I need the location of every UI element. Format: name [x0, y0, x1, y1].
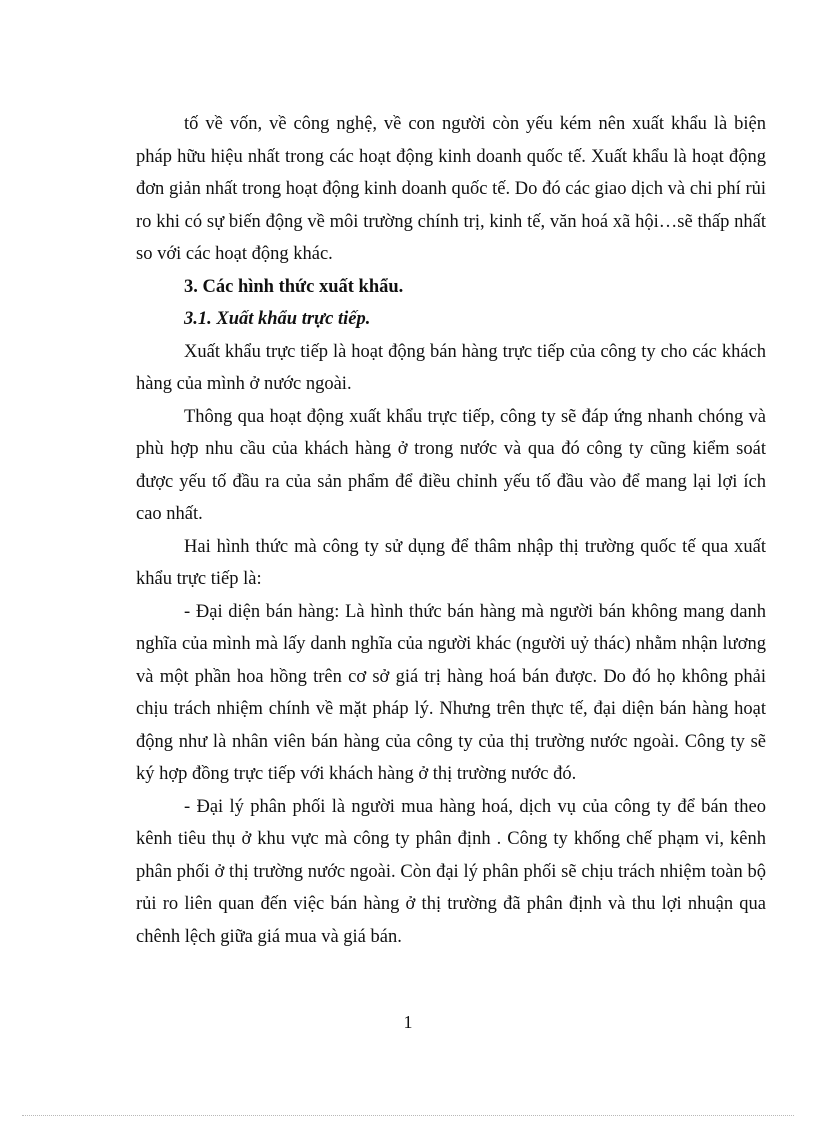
document-body — [136, 108, 766, 953]
page-number: 1 — [403, 1012, 413, 1032]
paragraph-direct-export-definition: Xuất khẩu trực tiếp là hoạt động bán hàng trực tiếp của công ty cho các khách hàng của mình ở nước ngoài. — [136, 341, 766, 394]
page-break-divider — [22, 1115, 794, 1116]
paragraph-distribution-agent: - Đại lý phân phối là người mua hàng hoá, dịch vụ của công ty để bán theo kênh tiêu thụ ở khu vực mà công ty phân định . Công ty khống chế phạm vi, kênh phân phối ở thị trường nước ngoài. Còn đại lý phân phối sẽ chịu trách nhiệm toàn bộ rủi ro liên quan đến việc bán hàng ở thị trường đã phân định và thu lợi nhuận qua chênh lệch giữa giá mua và giá bán. — [136, 796, 766, 947]
paragraph-sales-representative: - Đại diện bán hàng: Là hình thức bán hàng mà người bán không mang danh nghĩa của mình mà lấy danh nghĩa của người khác (người uỷ thác) nhằm nhận lương và một phần hoa hồng trên cơ sở giá trị hàng hoá bán được. Do đó họ không phải chịu trách nhiệm chính về mặt pháp lý. Nhưng trên thực tế, đại diện bán hàng hoạt động như là nhân viên bán hàng của công ty của thị trường nước ngoài. Công ty sẽ ký hợp đồng trực tiếp với khách hàng ở thị trường nước đó. — [136, 601, 766, 784]
subsection-heading: 3.1. Xuất khẩu trực tiếp. — [184, 309, 371, 329]
paragraph-two-forms-intro: Hai hình thức mà công ty sử dụng để thâm nhập thị trường quốc tế qua xuất khẩu trực tiếp là: — [136, 536, 766, 589]
paragraph-intro-continuation: tố về vốn, về công nghệ, về con người còn yếu kém nên xuất khẩu là biện pháp hữu hiệu nhất trong các hoạt động kinh doanh quốc tế. Xuất khẩu là hoạt động đơn giản nhất trong hoạt động kinh doanh quốc tế. Do đó các giao dịch và chi phí rủi ro khi có sự biến động về môi trường chính trị, kinh tế, văn hoá xã hội…sẽ thấp nhất so với các hoạt động khác. — [136, 114, 766, 264]
section-heading: 3. Các hình thức xuất khẩu. — [184, 276, 404, 297]
paragraph-direct-export-benefits: Thông qua hoạt động xuất khẩu trực tiếp, công ty sẽ đáp ứng nhanh chóng và phù hợp nhu cầu của khách hàng ở trong nước và qua đó công ty cũng kiểm soát được yếu tố đầu ra của sản phẩm để điều chỉnh yếu tố đầu vào để mang lại lợi ích cao nhất. — [136, 406, 766, 524]
